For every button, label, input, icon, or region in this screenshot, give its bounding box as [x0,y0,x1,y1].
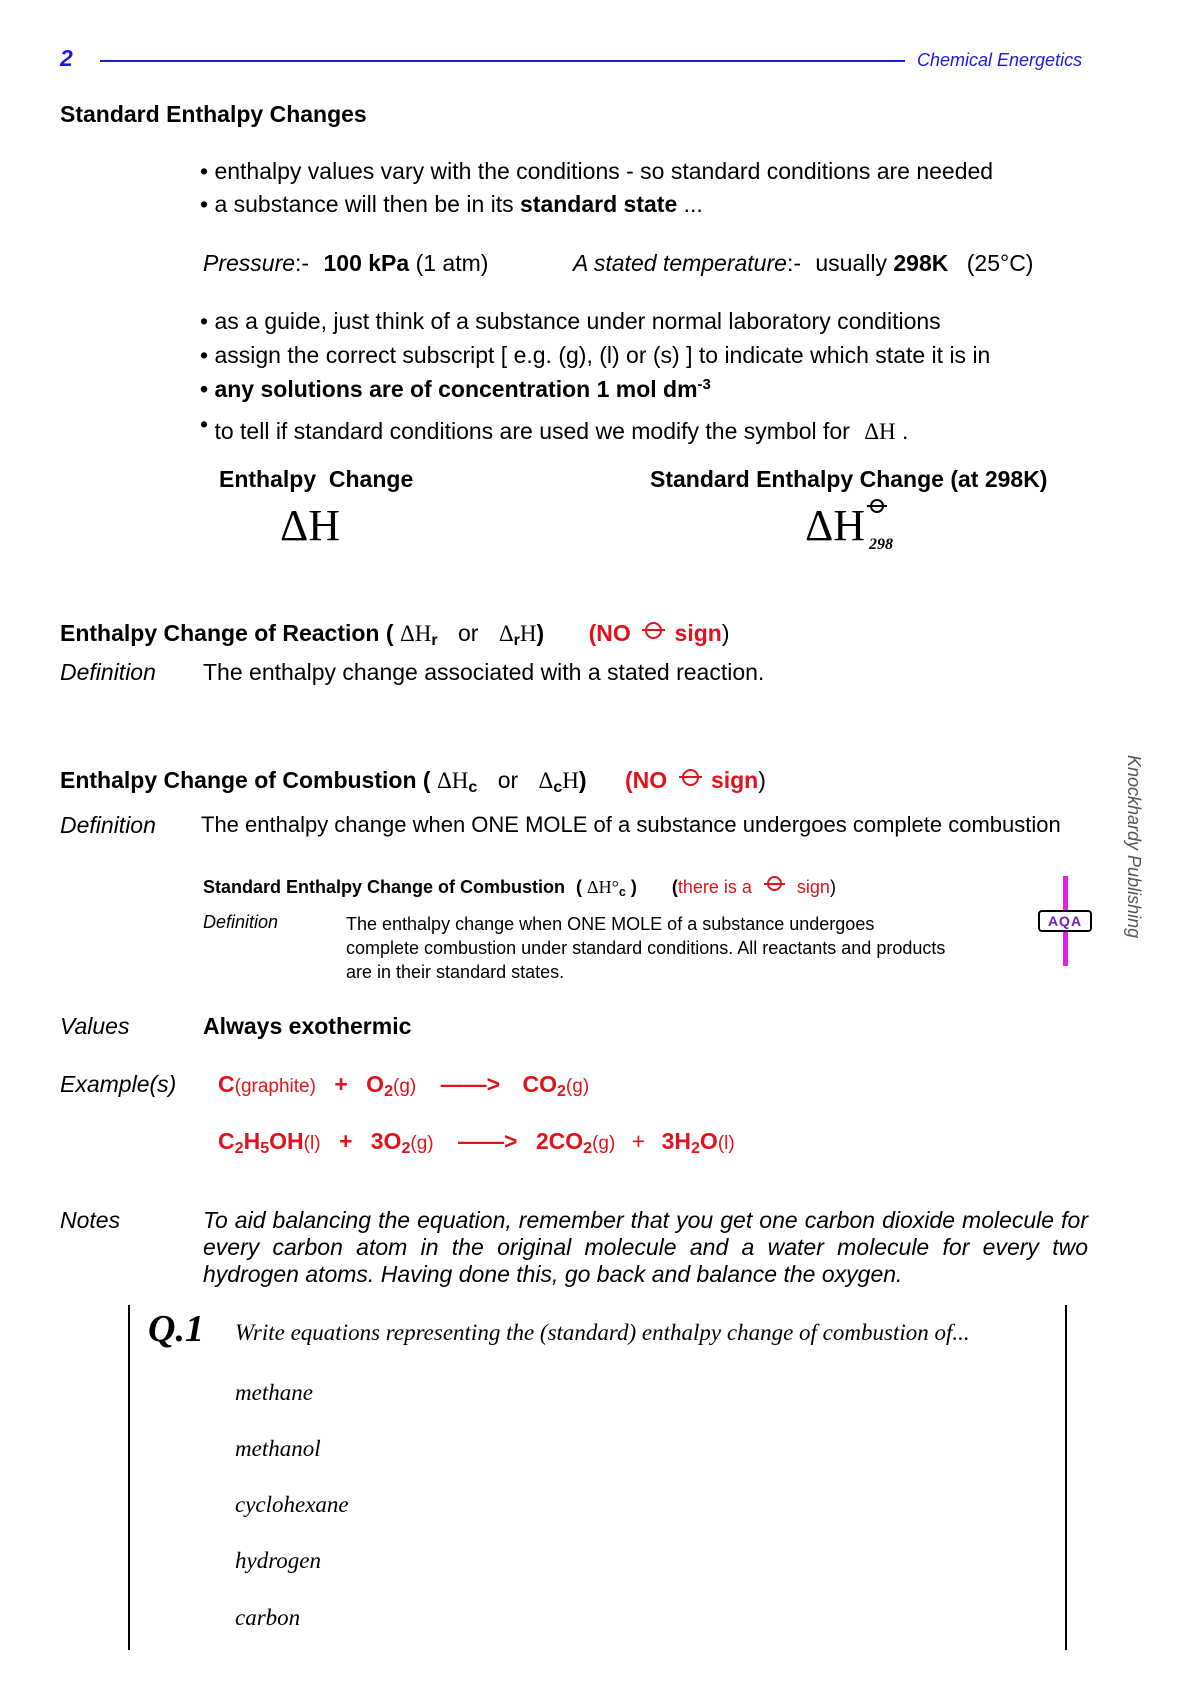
standard-combustion-note-text: there is a [677,876,752,897]
question-item-methane: methane [235,1380,313,1405]
guide-bullet-3 [200,375,711,402]
reaction-note-sign: sign [674,620,722,646]
reaction-note [589,620,730,646]
plimsoll-icon [870,499,884,513]
reaction-note-open: ( [588,620,597,646]
eq2-arrow: ——> [458,1128,518,1154]
eq1-oxygen: O [366,1071,385,1097]
standard-combustion-open: ( [576,876,588,897]
standard-combustion-symbol-sub: c [618,884,626,899]
reaction-definition-text: The enthalpy change associated with a stated reaction. [203,659,765,685]
reaction-title: Enthalpy Change of Reaction [60,620,380,646]
eq2-h5: H [243,1128,261,1154]
question-item-methanol: methanol [235,1436,321,1461]
bullet-icon: • [200,342,209,368]
standard-combustion-note-open: ( [671,876,678,897]
plimsoll-icon [682,769,699,786]
eq1-oxygen-sub: 2 [384,1082,394,1101]
reaction-or: or [458,620,479,646]
intro-bullet-2-bold: standard state [520,191,678,217]
eq2-c2: C [218,1128,235,1154]
eq1-oxygen-state: (g) [393,1076,417,1097]
eq2-co2-sub: 2 [583,1139,593,1158]
eq1-co2-sub: 2 [556,1082,566,1101]
standard-combustion-title: Standard Enthalpy Change of Combustion [203,876,566,897]
temperature-label: A stated temperature [573,250,787,276]
standard-combustion-close: ) [625,876,637,897]
guide-bullet-3-sup: -3 [697,375,711,393]
running-title: Chemical Energetics [917,50,1083,70]
eq1-carbon-state: (graphite) [234,1076,316,1097]
pressure-label: Pressure [203,250,296,276]
reaction-open: ( [379,620,400,646]
section-title: Standard Enthalpy Changes [60,101,367,127]
question-item-hydrogen: hydrogen [235,1548,322,1573]
examples-label: Example(s) [60,1071,177,1097]
guide-bullet-4-post: . [895,417,909,444]
notes-text: To aid balancing the equation, remember that you get one carbon dioxide molecule for every carbon atom in the original molecule and a water molecule for every two hydrogen atoms. Having done this, go back and balance the oxygen. [203,1207,1088,1287]
guide-bullet-1-text: as a guide, just think of a substance under normal laboratory conditions [214,308,941,334]
combustion-open: ( [416,767,437,793]
intro-bullet-2 [200,193,703,216]
question-item-cyclohexane: cyclohexane [235,1492,349,1517]
combustion-definition-text: The enthalpy change when ONE MOLE of a substance undergoes complete combustion [201,812,1061,837]
eq2-water-state: (l) [717,1133,735,1154]
combustion-symbol-1-sub: c [468,778,478,797]
temperature-value: 298K [893,250,949,276]
standard-enthalpy-heading: Standard Enthalpy Change (at 298K) [650,466,1048,492]
page-number: 2 [60,45,73,71]
combustion-note-no: NO [632,767,668,793]
combustion-or: or [497,767,519,793]
eq2-h5-sub: 5 [260,1139,270,1158]
values-label: Values [60,1013,130,1039]
temperature-sep: :- [786,250,808,276]
example-equation-1 [218,1071,590,1101]
eq1-plus: + [334,1071,348,1097]
bullet-icon: • [200,191,209,217]
reaction-close: ) [536,620,545,646]
eq2-oxygen-sub: 2 [401,1139,411,1158]
reaction-symbol-2-h: H [519,621,537,646]
guide-bullet-4-pre: to tell if standard conditions are used we modify the symbol for [214,417,857,444]
guide-bullet-2 [200,344,990,367]
eq2-water-b: O [699,1128,718,1154]
values-text: Always exothermic [203,1013,412,1039]
pressure-sep: :- [295,250,316,276]
intro-bullet-1 [200,160,993,183]
bullet-icon: • [200,158,209,184]
combustion-title: Enthalpy Change of Combustion [60,767,417,793]
question-prompt: Write equations representing the (standard) enthalpy change of combustion of... [235,1320,970,1345]
standard-combustion-definition-label: Definition [203,912,279,932]
combustion-symbol-2-h: H [562,768,579,793]
delta-h-symbol: ΔH [864,418,896,444]
eq2-oh: OH [269,1128,304,1154]
eq2-ethanol-state: (l) [303,1133,321,1154]
combustion-note [625,767,766,793]
eq2-c2-sub: 2 [234,1139,244,1158]
eq1-arrow: ——> [440,1071,501,1097]
reaction-heading [60,620,730,650]
standard-combustion-definition-text: The enthalpy change when ONE MOLE of a substance undergoes complete combustion under standard conditions. All reactants and products are in their standard states. [346,914,946,982]
example-equation-2 [218,1128,735,1158]
combustion-definition-label: Definition [60,812,156,838]
publisher-side-text: Knockhardy Publishing [1124,755,1144,939]
bullet-icon: • [200,411,209,437]
guide-bullet-1 [200,310,941,333]
enthalpy-change-heading: Enthalpy Change [219,466,414,492]
guide-bullet-4 [200,413,908,443]
bullet-icon: • [200,376,209,402]
eq2-water-a: 3H [661,1128,691,1154]
reaction-note-close: ) [721,620,730,646]
intro-bullet-1-text: enthalpy values vary with the conditions - so standard conditions are needed [214,158,994,184]
reaction-symbol-1-sub: r [431,631,438,650]
bullet-icon: • [200,308,209,334]
question-number: Q.1 [148,1308,204,1350]
question-box-left-border [128,1305,130,1650]
temperature-condition [573,252,1033,275]
reaction-symbol-2-delta: Δ [498,621,514,646]
reaction-symbol-2-sub: r [513,631,520,650]
standard-symbol-main: ΔH [805,501,866,550]
pressure-value: 100 kPa [323,250,410,276]
eq2-plus-2: + [631,1128,646,1154]
eq2-oxygen: 3O [370,1128,402,1154]
aqa-badge: AQA [1038,910,1092,932]
guide-bullet-3-text: any solutions are of concentration 1 mol dm [214,376,698,402]
eq2-co2-state: (g) [592,1133,616,1154]
reaction-note-no: NO [596,620,631,646]
standard-symbol-subscript: 298 [869,536,893,553]
plimsoll-icon [645,622,662,639]
temperature-prefix: usually [815,250,894,276]
enthalpy-change-symbol: ΔH [280,501,341,550]
question-box-right-border [1065,1305,1067,1650]
combustion-symbol-2-sub: c [553,778,563,797]
plimsoll-icon [767,876,782,891]
combustion-note-close: ) [758,767,766,793]
question-item-carbon: carbon [235,1605,301,1630]
reaction-definition-label: Definition [60,659,156,685]
eq2-plus-1: + [338,1128,353,1154]
eq1-co2: CO [522,1071,557,1097]
standard-combustion-heading [203,876,836,898]
standard-combustion-note-sign: sign [796,876,830,897]
standard-combustion-note [672,877,836,897]
eq1-co2-state: (g) [565,1076,590,1097]
pressure-condition [203,252,488,275]
standard-enthalpy-symbol [805,500,893,553]
eq2-water-sub: 2 [690,1139,700,1158]
combustion-symbol-2-delta: Δ [538,768,554,793]
eq1-carbon: C [218,1071,235,1097]
combustion-close: ) [578,767,587,793]
guide-bullet-2-text: assign the correct subscript [ e.g. (g), (l) or (s) ] to indicate which state it is in [214,342,991,368]
standard-combustion-symbol: ΔH° [587,876,619,897]
combustion-symbol-1: ΔH [436,768,469,793]
temperature-alt: (25°C) [966,250,1034,276]
combustion-note-sign: sign [710,767,759,793]
combustion-note-open: ( [624,767,633,793]
pressure-alt: (1 atm) [409,250,489,276]
combustion-heading [60,767,766,797]
eq2-co2: 2CO [535,1128,584,1154]
reaction-symbol-1: ΔH [399,621,432,646]
eq2-oxygen-state: (g) [410,1133,434,1154]
standard-combustion-note-close: ) [829,876,836,897]
intro-bullet-2-post: ... [677,191,703,217]
header-rule [100,60,905,62]
notes-label: Notes [60,1207,121,1233]
intro-bullet-2-pre: a substance will then be in its [214,191,521,217]
